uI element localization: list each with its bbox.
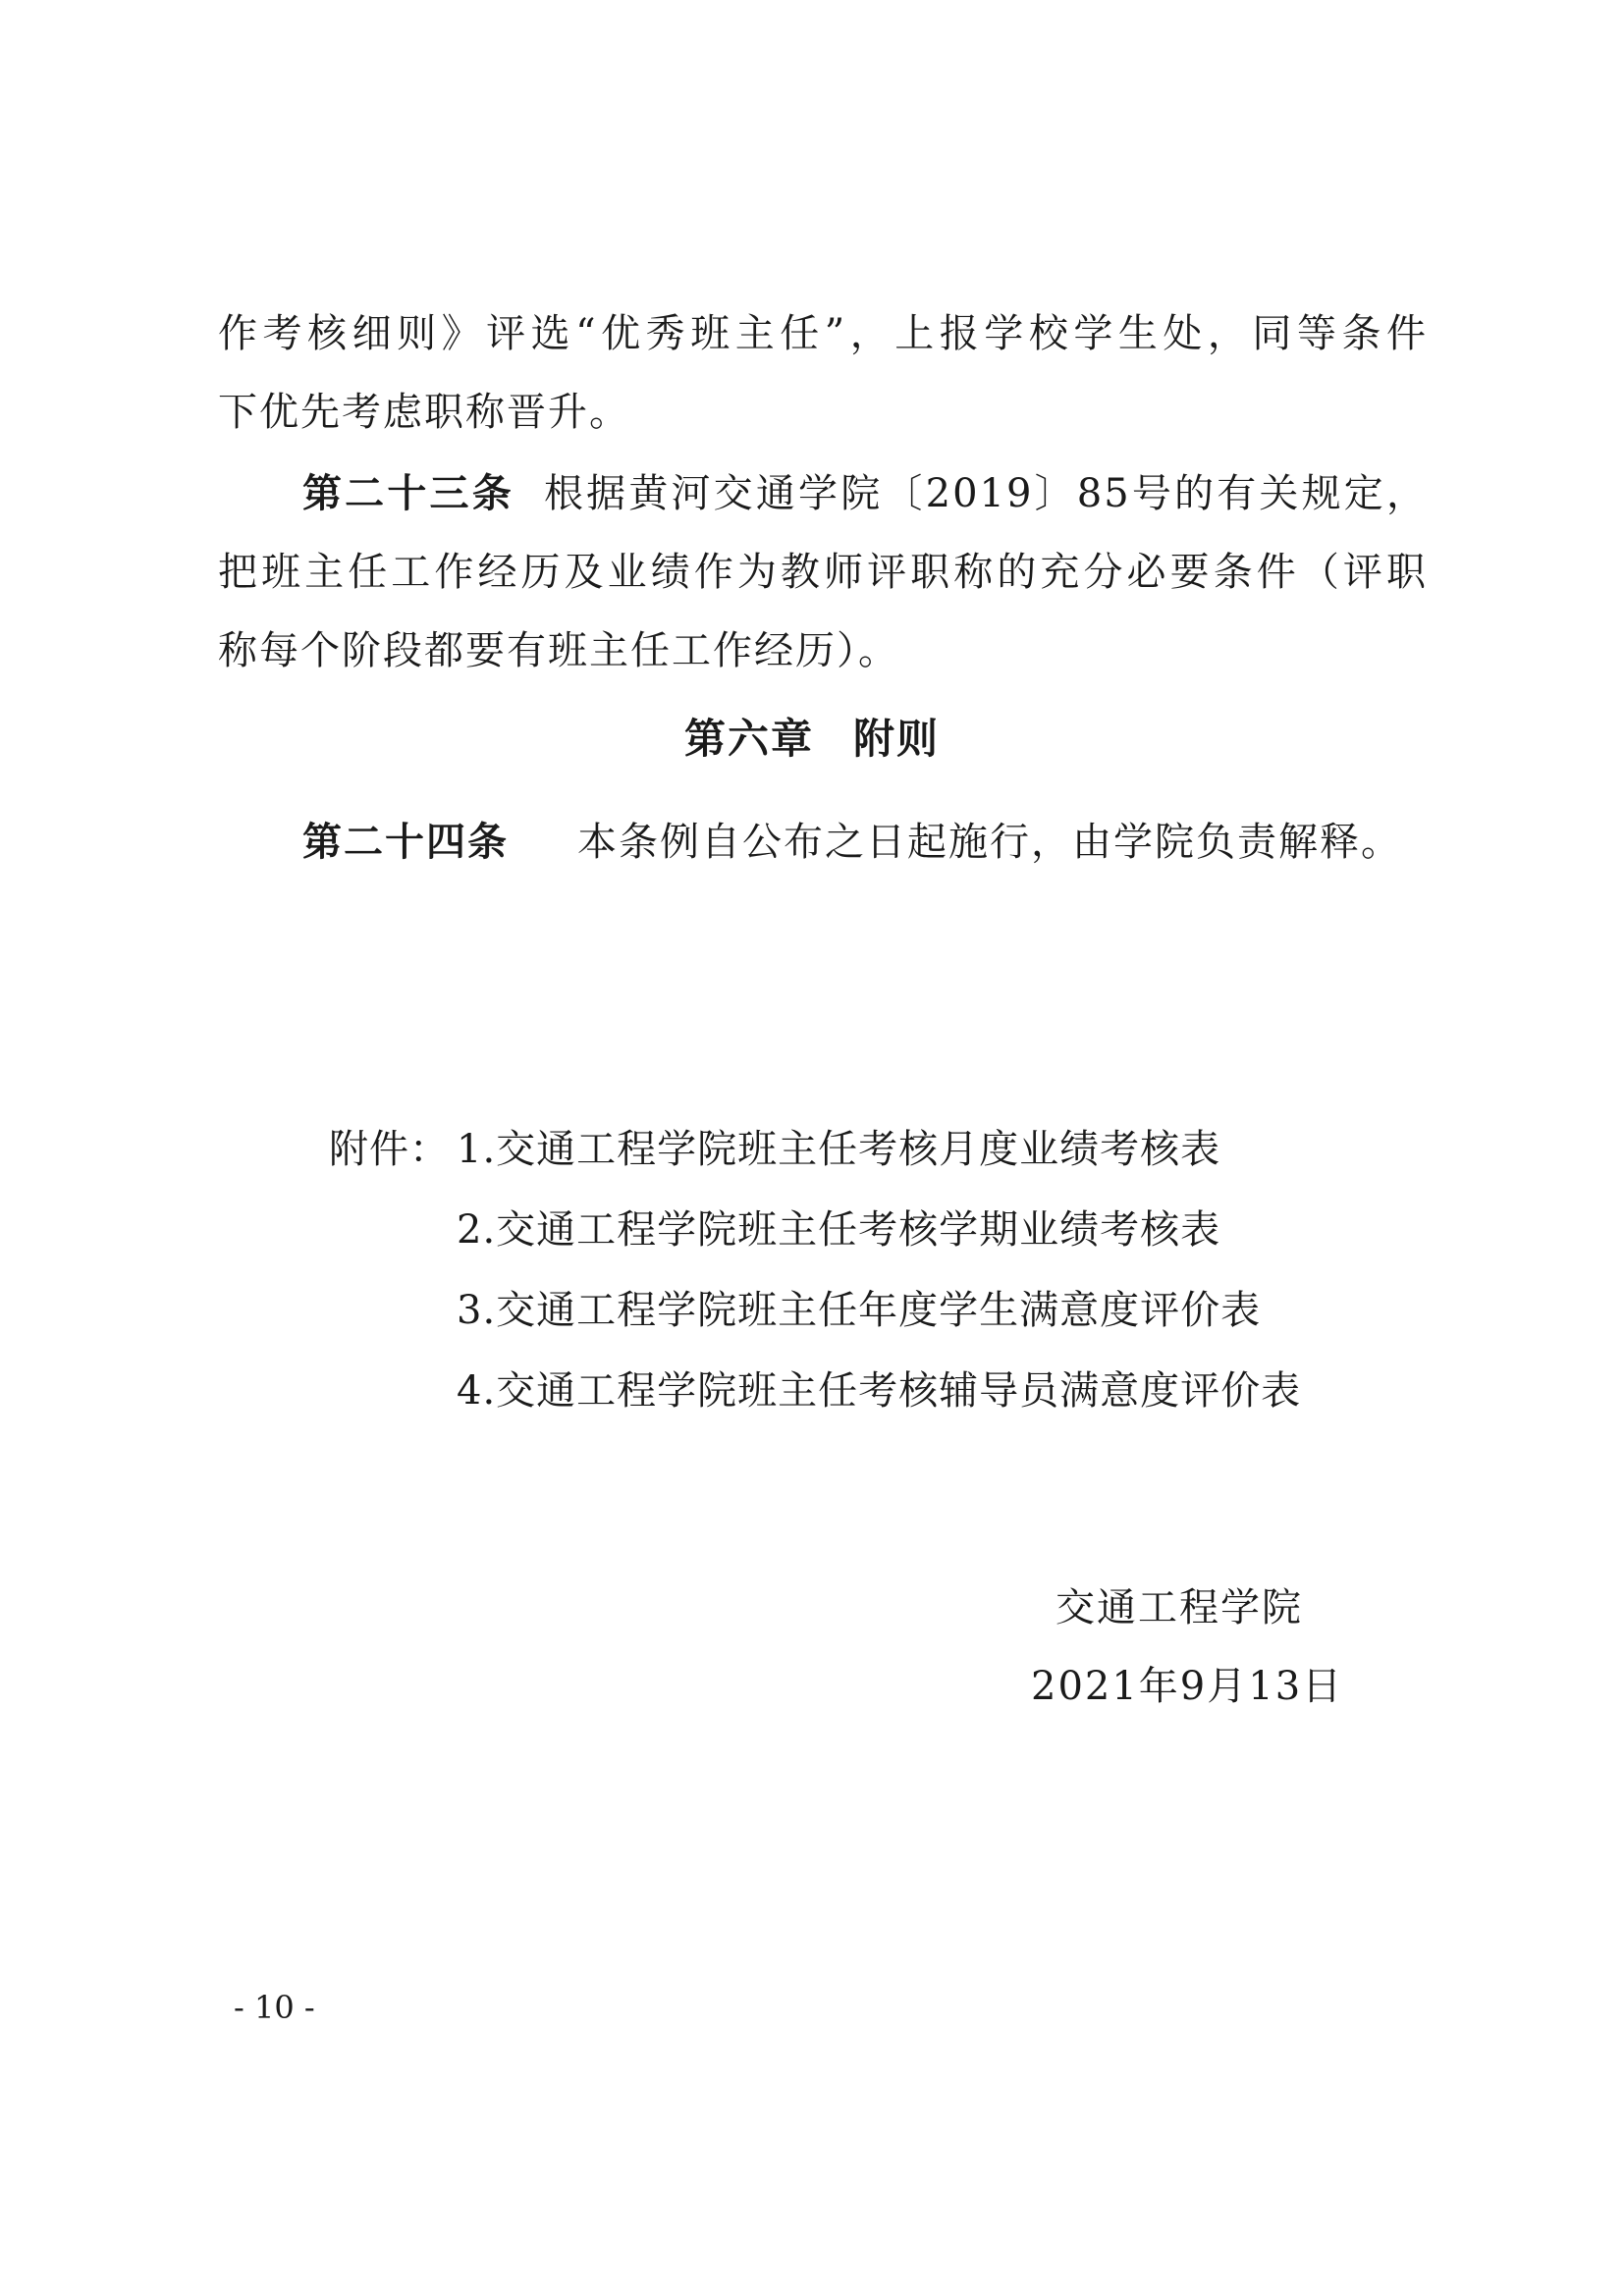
article-23-label: 第二十三条 <box>302 471 514 516</box>
article-23-text: 根据黄河交通学院〔2019〕85号的有关规定， <box>543 471 1428 516</box>
article-23-line: 把班主任工作经历及业绩作为教师评职称的充分必要条件（评职 <box>218 550 1428 595</box>
signature-org: 交通工程学院 <box>1056 1585 1303 1630</box>
chapter-heading <box>0 712 1624 767</box>
attachment-item: 2.交通工程学院班主任考核学期业绩考核表 <box>457 1207 1221 1253</box>
attachments-prefix: 附件： <box>329 1127 450 1172</box>
paragraph-line: 作考核细则》评选“优秀班主任”，上报学校学生处，同等条件 <box>218 311 1428 356</box>
article-23-line: 称每个阶段都要有班主任工作经历）。 <box>218 628 899 673</box>
attachment-item: 3.交通工程学院班主任年度学生满意度评价表 <box>457 1288 1262 1333</box>
article-24-label: 第二十四条 <box>302 820 509 865</box>
paragraph-line: 下优先考虑职称晋升。 <box>218 390 630 435</box>
article-24-line <box>302 815 1402 870</box>
page-number: - 10 - <box>234 1989 315 2026</box>
signature-date: 2021年9月13日 <box>1031 1664 1344 1709</box>
article-24-text: 本条例自公布之日起施行，由学院负责解释。 <box>577 820 1402 865</box>
article-23-line <box>302 466 1428 521</box>
chapter-title: 附则 <box>853 715 941 763</box>
chapter-number: 第六章 <box>683 715 814 763</box>
attachment-item: 4.交通工程学院班主任考核辅导员满意度评价表 <box>457 1368 1302 1414</box>
attachment-item: 1.交通工程学院班主任考核月度业绩考核表 <box>457 1127 1221 1172</box>
